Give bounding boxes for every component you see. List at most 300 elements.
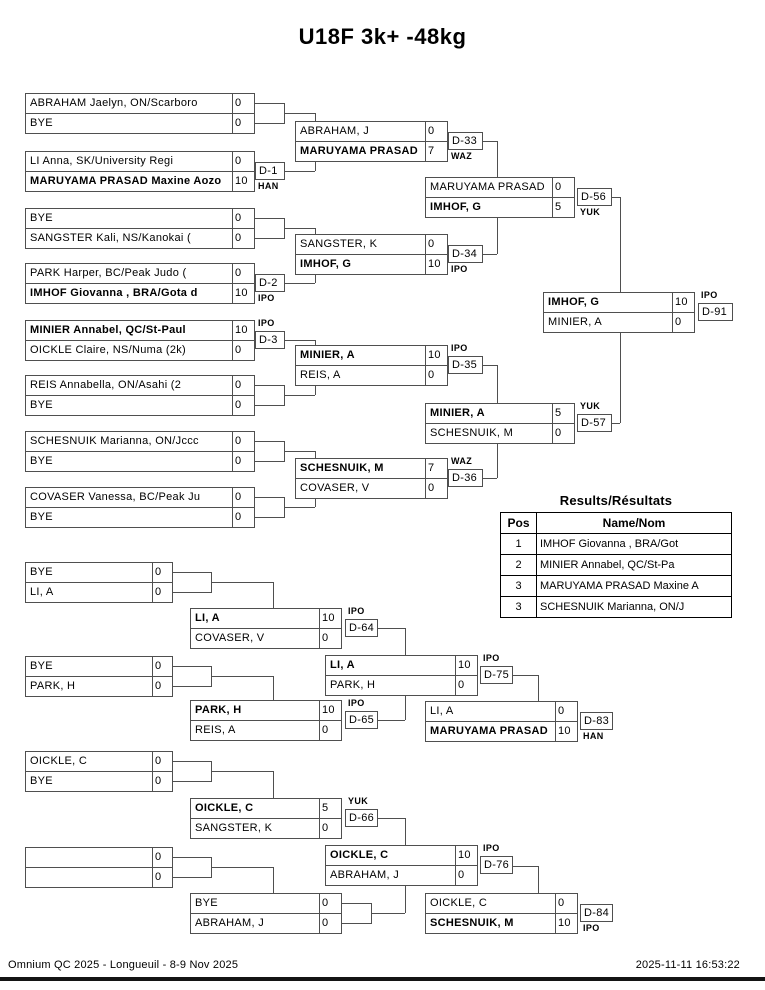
connector-stub	[255, 385, 285, 406]
connector-line	[538, 866, 539, 893]
player-name: BYE	[30, 117, 53, 129]
connector-line	[405, 695, 406, 720]
player-row	[26, 395, 254, 415]
connector-line	[483, 478, 497, 479]
player-score: 0	[152, 583, 172, 602]
player-row	[426, 197, 574, 217]
player-score: 0	[552, 424, 574, 443]
player-name: MINIER, A	[430, 407, 485, 419]
player-score: 0	[232, 94, 254, 113]
player-row	[26, 264, 254, 283]
result-name: MINIER Annabel, QC/St-Pa	[537, 555, 732, 576]
connector-line	[315, 113, 316, 121]
player-row	[26, 283, 254, 303]
results-header-pos: Pos	[501, 513, 537, 534]
technique-label: IPO	[451, 343, 468, 353]
player-score: 0	[425, 235, 447, 254]
player-score: 0	[425, 479, 447, 498]
connector-line	[315, 498, 316, 507]
technique-label: IPO	[451, 264, 468, 274]
player-row	[26, 848, 172, 867]
player-name: OICKLE, C	[30, 755, 88, 767]
connector-line	[315, 228, 316, 234]
match-number: D-65	[345, 711, 378, 729]
footer-timestamp: 2025-11-11 16:53:22	[635, 959, 740, 971]
player-name: MARUYAMA PRASAD Maxine Aozo	[30, 175, 222, 187]
results-row	[501, 555, 732, 576]
connector-line	[285, 395, 315, 396]
player-row	[426, 702, 577, 721]
match-box-d75	[325, 655, 478, 696]
player-score: 0	[232, 508, 254, 527]
player-row	[326, 656, 477, 675]
player-row	[26, 676, 172, 696]
player-name: BYE	[30, 399, 53, 411]
result-name: IMHOF Giovanna , BRA/Got	[537, 534, 732, 555]
results-row	[501, 576, 732, 597]
technique-label: WAZ	[451, 151, 473, 161]
player-row	[426, 178, 574, 197]
player-row	[426, 894, 577, 913]
player-row	[544, 312, 694, 332]
results-panel	[500, 493, 732, 618]
result-pos: 1	[501, 534, 537, 555]
player-name: BYE	[30, 660, 53, 672]
player-name: SCHESNUIK, M	[430, 427, 514, 439]
player-name: BYE	[30, 455, 53, 467]
technique-label: IPO	[348, 698, 365, 708]
player-score: 10	[425, 255, 447, 274]
player-row	[191, 701, 341, 720]
player-row	[296, 235, 447, 254]
match-box-m8	[25, 487, 255, 528]
match-number: D-56	[577, 188, 612, 206]
player-row	[296, 141, 447, 161]
player-name: MARUYAMA PRASAD	[300, 145, 418, 157]
player-name: COVASER, V	[300, 482, 370, 494]
player-row	[26, 488, 254, 507]
player-name: PARK, H	[195, 704, 242, 716]
player-score: 0	[152, 868, 172, 887]
footer-event-label: Omnium QC 2025 - Longueuil - 8-9 Nov 2025	[8, 959, 239, 971]
connector-line	[212, 676, 273, 677]
player-name: IMHOF, G	[300, 258, 352, 270]
connector-line	[285, 507, 315, 508]
connector-line	[497, 365, 498, 403]
player-score: 0	[555, 894, 577, 913]
match-box-d56	[425, 177, 575, 218]
player-name: IMHOF, G	[548, 296, 600, 308]
player-row	[191, 818, 341, 838]
player-score: 0	[152, 677, 172, 696]
player-name: BYE	[30, 775, 53, 787]
match-number: D-57	[577, 414, 612, 432]
player-row	[26, 752, 172, 771]
player-name: COVASER Vanessa, BC/Peak Ju	[30, 491, 201, 503]
player-name: COVASER, V	[195, 632, 265, 644]
match-box-d64	[190, 608, 342, 649]
technique-label: HAN	[258, 181, 279, 191]
match-box-ra	[25, 562, 173, 603]
technique-label: IPO	[701, 290, 718, 300]
technique-label: IPO	[583, 923, 600, 933]
player-name: ABRAHAM, J	[195, 917, 265, 929]
player-score: 0	[232, 488, 254, 507]
player-score: 10	[319, 701, 341, 720]
connector-line	[538, 675, 539, 701]
player-score: 0	[232, 114, 254, 133]
connector-stub	[173, 857, 212, 878]
player-row	[26, 771, 172, 791]
player-row	[191, 720, 341, 740]
connector-line	[285, 283, 315, 284]
player-name: BYE	[30, 212, 53, 224]
technique-label: YUK	[348, 796, 369, 806]
match-box-re	[190, 893, 342, 934]
player-name: SANGSTER, K	[300, 238, 378, 250]
player-name: ABRAHAM, J	[330, 869, 400, 881]
technique-label: IPO	[348, 606, 365, 616]
connector-line	[273, 582, 274, 608]
connector-line	[285, 451, 315, 452]
result-name: SCHESNUIK Marianna, ON/J	[537, 597, 732, 618]
player-score: 10	[455, 846, 477, 865]
player-name: BYE	[195, 897, 218, 909]
player-row	[26, 228, 254, 248]
player-score: 0	[232, 396, 254, 415]
connector-line	[315, 161, 316, 171]
technique-label: YUK	[580, 401, 601, 411]
result-pos: 3	[501, 597, 537, 618]
match-box-d57	[425, 403, 575, 444]
player-score: 0	[232, 341, 254, 360]
player-row	[296, 122, 447, 141]
player-score: 5	[319, 799, 341, 818]
player-score: 0	[232, 209, 254, 228]
player-row	[191, 799, 341, 818]
connector-line	[513, 675, 538, 676]
match-box-d35	[295, 345, 448, 386]
match-box-m2	[25, 151, 255, 192]
match-box-d33	[295, 121, 448, 162]
player-score: 0	[319, 914, 341, 933]
player-row	[26, 451, 254, 471]
connector-line	[372, 913, 405, 914]
player-score: 10	[232, 172, 254, 191]
player-row	[191, 628, 341, 648]
player-row	[191, 609, 341, 628]
connector-line	[212, 771, 273, 772]
result-name: MARUYAMA PRASAD Maxine A	[537, 576, 732, 597]
results-table	[500, 512, 732, 618]
connector-line	[273, 771, 274, 798]
player-row	[26, 340, 254, 360]
player-row	[426, 423, 574, 443]
connector-line	[273, 676, 274, 700]
match-box-rd	[25, 847, 173, 888]
match-box-d66	[190, 798, 342, 839]
connector-stub	[173, 572, 212, 593]
player-row	[326, 846, 477, 865]
player-name: PARK, H	[30, 680, 76, 692]
player-score: 10	[232, 284, 254, 303]
player-score: 0	[555, 702, 577, 721]
match-box-d34	[295, 234, 448, 275]
match-number: D-33	[448, 132, 483, 150]
player-name: IMHOF, G	[430, 201, 482, 213]
connector-line	[285, 171, 315, 172]
connector-line	[315, 340, 316, 345]
match-box-m4	[25, 263, 255, 304]
player-name: LI, A	[330, 659, 355, 671]
player-row	[26, 113, 254, 133]
player-name: BYE	[30, 566, 53, 578]
match-number: D-76	[480, 856, 513, 874]
match-number: D-75	[480, 666, 513, 684]
connector-line	[378, 818, 405, 819]
connector-line	[315, 385, 316, 395]
connector-line	[497, 217, 498, 254]
connector-line	[483, 141, 497, 142]
player-row	[26, 94, 254, 113]
player-row	[296, 478, 447, 498]
player-row	[426, 404, 574, 423]
connector-line	[315, 451, 316, 458]
connector-stub	[173, 666, 212, 687]
player-row	[26, 171, 254, 191]
technique-label: IPO	[483, 843, 500, 853]
technique-label: HAN	[583, 731, 604, 741]
player-row	[296, 365, 447, 385]
connector-line	[497, 141, 498, 177]
player-score: 0	[425, 122, 447, 141]
connector-line	[405, 885, 406, 913]
player-name: OICKLE, C	[330, 849, 389, 861]
player-score: 0	[425, 366, 447, 385]
player-row	[26, 657, 172, 676]
match-number: D-91	[698, 303, 733, 321]
connector-stub	[255, 103, 285, 124]
player-score: 0	[232, 152, 254, 171]
match-box-m3	[25, 208, 255, 249]
player-score: 0	[232, 264, 254, 283]
connector-line	[405, 628, 406, 655]
connector-line	[405, 818, 406, 845]
match-number: D-64	[345, 619, 378, 637]
results-header-name: Name/Nom	[537, 513, 732, 534]
connector-line	[513, 866, 538, 867]
player-name: REIS, A	[300, 369, 341, 381]
results-title: Results/Résultats	[559, 493, 673, 508]
match-box-m7	[25, 431, 255, 472]
player-name: OICKLE, C	[195, 802, 254, 814]
player-name: IMHOF Giovanna , BRA/Gota d	[30, 287, 198, 299]
results-header-row	[501, 513, 732, 534]
player-row	[26, 507, 254, 527]
connector-line	[273, 867, 274, 893]
player-score: 10	[455, 656, 477, 675]
player-name: OICKLE, C	[430, 897, 488, 909]
player-score: 5	[552, 404, 574, 423]
connector-stub	[342, 903, 372, 924]
player-name: SANGSTER, K	[195, 822, 273, 834]
player-score: 0	[319, 894, 341, 913]
match-box-rc	[25, 751, 173, 792]
player-name: LI, A	[430, 705, 454, 717]
results-row	[501, 597, 732, 618]
player-score: 0	[455, 676, 477, 695]
match-box-m6	[25, 375, 255, 416]
player-score: 0	[319, 721, 341, 740]
player-name: MINIER, A	[300, 349, 355, 361]
player-row	[26, 321, 254, 340]
match-number: D-1	[255, 162, 285, 180]
match-box-rb	[25, 656, 173, 697]
player-score: 0	[455, 866, 477, 885]
match-number: D-3	[255, 331, 285, 349]
player-row	[26, 563, 172, 582]
player-row	[296, 254, 447, 274]
connector-line	[612, 423, 620, 424]
player-row	[296, 459, 447, 478]
player-score: 0	[232, 229, 254, 248]
player-score: 5	[552, 198, 574, 217]
result-pos: 3	[501, 576, 537, 597]
connector-line	[620, 197, 621, 292]
player-name: ABRAHAM Jaelyn, ON/Scarboro	[30, 97, 198, 109]
connector-line	[378, 720, 405, 721]
footer-rule	[0, 977, 765, 981]
player-score: 0	[152, 848, 172, 867]
player-name: MARUYAMA PRASAD	[430, 725, 548, 737]
connector-line	[285, 113, 315, 114]
player-row	[296, 346, 447, 365]
match-number: D-83	[580, 712, 613, 730]
player-score: 10	[555, 914, 577, 933]
connector-line	[285, 228, 315, 229]
player-score: 0	[672, 313, 694, 332]
connector-stub	[173, 761, 212, 782]
player-name: REIS Annabella, ON/Asahi (2	[30, 379, 182, 391]
connector-line	[612, 197, 620, 198]
match-box-d65	[190, 700, 342, 741]
player-name	[26, 848, 152, 867]
player-name: BYE	[30, 511, 53, 523]
match-box-d84	[425, 893, 578, 934]
page-title: U18F 3k+ -48kg	[298, 24, 467, 49]
results-row	[501, 534, 732, 555]
connector-stub	[255, 218, 285, 239]
player-name: LI, A	[30, 586, 54, 598]
connector-line	[212, 582, 273, 583]
player-row	[326, 865, 477, 885]
connector-line	[285, 340, 315, 341]
player-row	[26, 867, 172, 887]
player-score: 0	[152, 772, 172, 791]
player-row	[426, 913, 577, 933]
player-score: 0	[552, 178, 574, 197]
player-row	[326, 675, 477, 695]
result-pos: 2	[501, 555, 537, 576]
player-name: LI, A	[195, 612, 220, 624]
player-row	[26, 152, 254, 171]
player-score: 0	[232, 432, 254, 451]
match-box-d76	[325, 845, 478, 886]
player-row	[544, 293, 694, 312]
match-number: D-34	[448, 245, 483, 263]
connector-stub	[255, 441, 285, 462]
player-score: 10	[425, 346, 447, 365]
player-name: MINIER Annabel, QC/St-Paul	[30, 324, 186, 336]
match-box-m5	[25, 320, 255, 361]
player-name: MARUYAMA PRASAD	[430, 181, 545, 193]
player-row	[191, 894, 341, 913]
match-number: D-66	[345, 809, 378, 827]
connector-line	[620, 332, 621, 423]
connector-line	[212, 867, 273, 868]
player-score: 0	[319, 629, 341, 648]
player-score: 0	[232, 376, 254, 395]
player-name	[26, 868, 152, 887]
match-box-d83	[425, 701, 578, 742]
match-number: D-2	[255, 274, 285, 292]
player-name: SCHESNUIK Marianna, ON/Jccc	[30, 435, 199, 447]
player-name: SCHESNUIK, M	[430, 917, 514, 929]
player-score: 0	[152, 657, 172, 676]
player-name: ABRAHAM, J	[300, 125, 370, 137]
match-box-m1	[25, 93, 255, 134]
player-name: OICKLE Claire, NS/Numa (2k)	[30, 344, 187, 356]
player-name: SANGSTER Kali, NS/Kanokai (	[30, 232, 191, 244]
player-row	[26, 582, 172, 602]
match-box-d36	[295, 458, 448, 499]
player-score: 0	[152, 563, 172, 582]
technique-label: IPO	[258, 293, 275, 303]
player-score: 10	[555, 722, 577, 741]
player-score: 0	[319, 819, 341, 838]
technique-label: IPO	[483, 653, 500, 663]
player-name: LI Anna, SK/University Regi	[30, 155, 174, 167]
player-score: 10	[232, 321, 254, 340]
player-name: PARK, H	[330, 679, 376, 691]
player-name: PARK Harper, BC/Peak Judo (	[30, 267, 187, 279]
match-number: D-35	[448, 356, 483, 374]
match-number: D-36	[448, 469, 483, 487]
player-score: 0	[232, 452, 254, 471]
connector-line	[315, 274, 316, 283]
player-score: 7	[425, 459, 447, 478]
player-row	[26, 432, 254, 451]
player-row	[191, 913, 341, 933]
player-row	[426, 721, 577, 741]
player-score: 10	[672, 293, 694, 312]
player-name: REIS, A	[195, 724, 236, 736]
match-box-d91	[543, 292, 695, 333]
technique-label: IPO	[258, 318, 275, 328]
player-name: SCHESNUIK, M	[300, 462, 384, 474]
player-row	[26, 376, 254, 395]
connector-stub	[255, 497, 285, 518]
connector-line	[483, 254, 497, 255]
technique-label: WAZ	[451, 456, 473, 466]
technique-label: YUK	[580, 207, 601, 217]
player-row	[26, 209, 254, 228]
match-number: D-84	[580, 904, 613, 922]
player-score: 0	[152, 752, 172, 771]
connector-line	[378, 628, 405, 629]
player-score: 10	[319, 609, 341, 628]
connector-line	[483, 365, 497, 366]
